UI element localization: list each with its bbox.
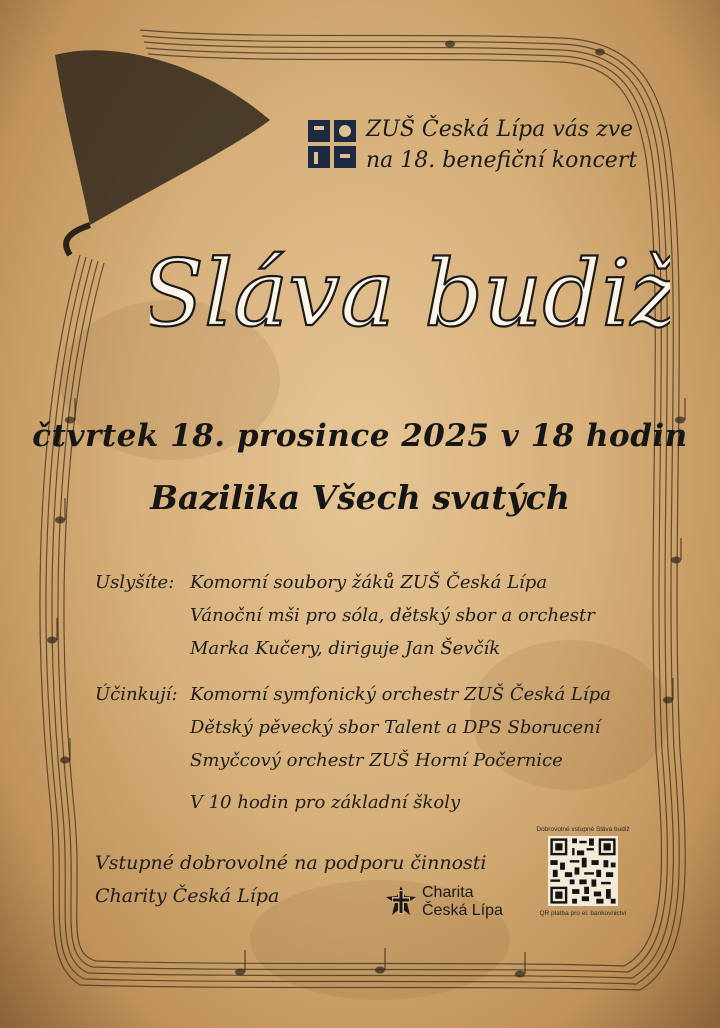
qr-caption-top: Dobrovolné vstupné Sláva budiž — [536, 826, 630, 833]
zus-logo — [306, 118, 358, 170]
support-line-1: Vstupné dobrovolné na podporu činnosti — [95, 852, 487, 874]
invite-line-2: na 18. benefiční koncert — [366, 148, 638, 173]
charita-name-line-1: Charita — [422, 884, 474, 901]
perform-line: Komorní symfonický orchestr ZUŠ Česká Lípa — [190, 684, 611, 705]
hear-line: Vánoční mši pro sóla, dětský sbor a orchestr — [190, 605, 595, 626]
charita-name-line-2: Česká Lípa — [422, 902, 503, 919]
qr-caption-bottom: QR platba pro el. bankovnictví — [539, 910, 627, 917]
poster-title-text: Sláva budiž — [150, 240, 670, 347]
school-note: V 10 hodin pro základní školy — [190, 792, 461, 813]
charita-logo — [384, 880, 524, 924]
perform-label: Účinkují: — [95, 684, 178, 705]
perform-line: Smyčcový orchestr ZUŠ Horní Počernice — [190, 750, 563, 771]
event-date: čtvrtek 18. prosince 2025 v 18 hodin — [32, 418, 688, 454]
hear-line: Marka Kučery, diriguje Jan Ševčík — [190, 638, 501, 659]
hear-label: Uslyšíte: — [95, 572, 175, 593]
qr-code[interactable] — [548, 836, 618, 906]
charita-cross-icon — [384, 884, 418, 918]
poster-title — [150, 200, 670, 390]
hear-line: Komorní soubory žáků ZUŠ Česká Lípa — [190, 572, 548, 593]
invite-line-1: ZUŠ Česká Lípa vás zve — [366, 117, 634, 142]
perform-line: Dětský pěvecký sbor Talent a DPS Sborucení — [190, 717, 601, 738]
event-venue: Bazilika Všech svatých — [150, 478, 570, 517]
support-line-2: Charity Česká Lípa — [95, 885, 280, 907]
